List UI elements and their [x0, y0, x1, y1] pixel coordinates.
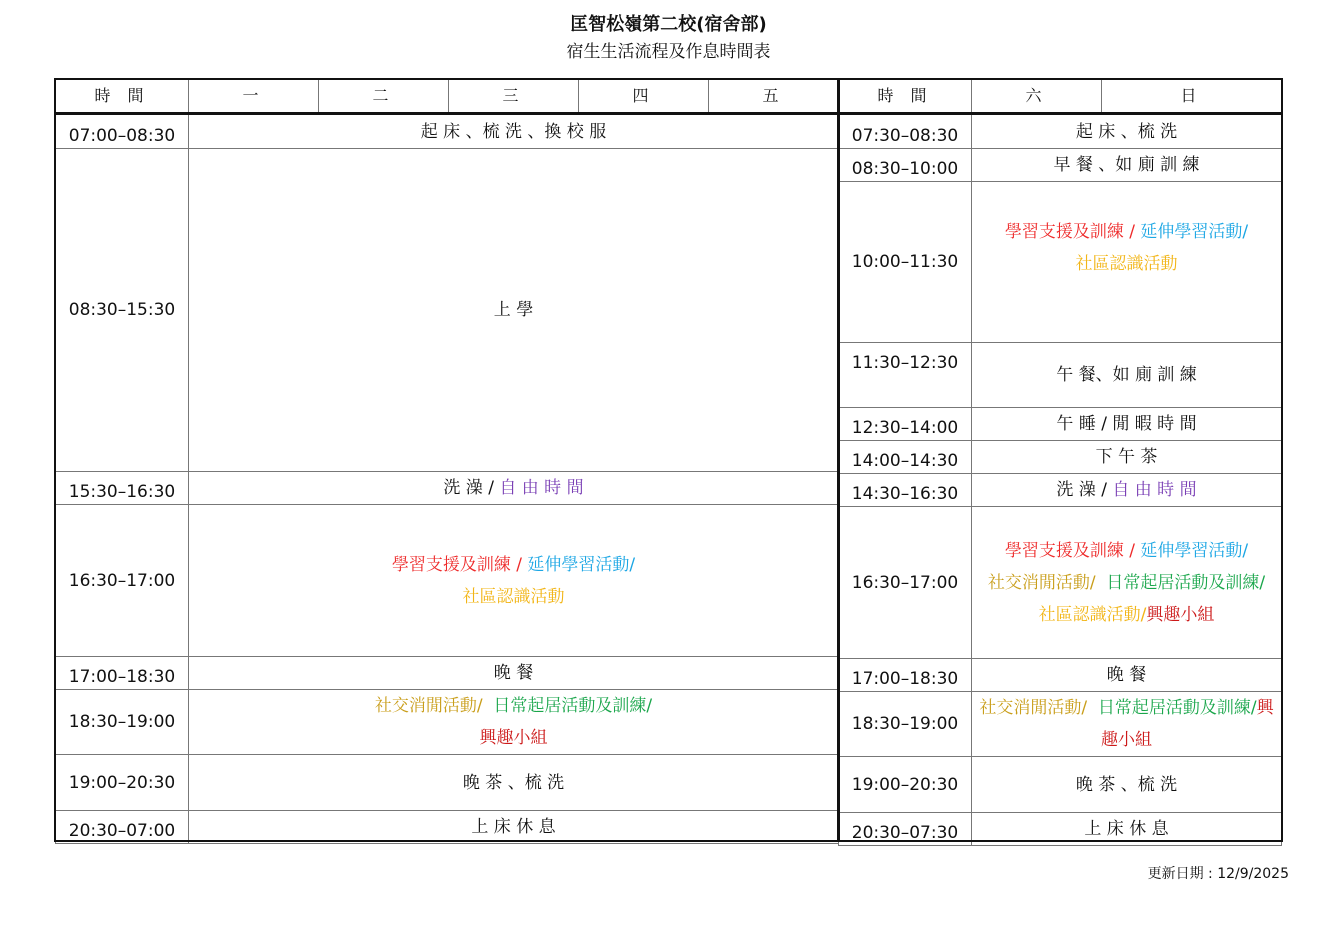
header-day-mon: 一 [189, 80, 319, 114]
activity-text: 自 由 時 間 [499, 478, 584, 498]
time-cell: 18:30–19:00 [56, 690, 189, 755]
activity-text: 社交消閒活動/ [374, 696, 483, 716]
activity-cell: 晚 餐 [189, 657, 839, 690]
time-cell: 07:30–08:30 [839, 114, 972, 149]
header-day-thu: 四 [579, 80, 709, 114]
activity-cell [189, 505, 839, 657]
time-cell: 08:30–10:00 [839, 149, 972, 182]
time-cell: 17:00–18:30 [56, 657, 189, 690]
activity-text: 日常起居活動及訓練 [1097, 698, 1251, 718]
time-cell: 12:30–14:00 [839, 408, 972, 441]
activity-text: 日常起居活動及訓練/ [493, 696, 653, 716]
activity-cell: 上 床 休 息 [189, 811, 839, 844]
activity-text: 洗 澡 / [1056, 480, 1107, 500]
weekend-schedule-table [838, 79, 1282, 846]
activity-text: 延伸學習活動/ [527, 554, 636, 575]
activity-cell: 午 餐、如 廁 訓 練 [972, 343, 1282, 408]
activity-text: 社交消閒活動/ [979, 698, 1088, 718]
activity-cell: 晚 餐 [972, 659, 1282, 692]
time-cell: 19:00–20:30 [56, 755, 189, 811]
activity-cell [972, 182, 1282, 343]
header-time: 時 間 [839, 80, 972, 114]
header-time: 時 間 [56, 80, 189, 114]
activity-cell [972, 692, 1282, 757]
time-cell: 20:30–07:00 [56, 811, 189, 844]
activity-text: 興趣小組 [479, 728, 548, 748]
time-cell: 18:30–19:00 [839, 692, 972, 757]
activity-text: 延伸學習活動/ [1140, 540, 1249, 561]
weekday-schedule-table [55, 79, 839, 844]
activity-cell: 上 學 [189, 149, 839, 472]
activity-separator: / [1250, 698, 1257, 718]
activity-text: 自 由 時 間 [1112, 480, 1197, 500]
activity-text: 社區認識活動 [462, 586, 565, 607]
time-cell: 15:30–16:30 [56, 472, 189, 505]
time-cell: 14:30–16:30 [839, 474, 972, 507]
time-cell: 11:30–12:30 [839, 343, 972, 408]
page-subtitle: 宿生生活流程及作息時間表 [566, 42, 771, 62]
activity-separator: / [1123, 222, 1141, 242]
activity-cell: 起 床 、梳 洗 [972, 114, 1282, 149]
activity-cell: 下 午 茶 [972, 441, 1282, 474]
activity-text: 洗 澡 / [443, 478, 494, 498]
activity-text: 社交消閒活動/ [987, 572, 1096, 593]
time-cell: 10:00–11:30 [839, 182, 972, 343]
header-day-fri: 五 [709, 80, 839, 114]
time-cell: 08:30–15:30 [56, 149, 189, 472]
time-cell: 14:00–14:30 [839, 441, 972, 474]
activity-cell: 起 床 、梳 洗 、換 校 服 [189, 114, 839, 149]
activity-separator: / [510, 554, 528, 575]
activity-cell [189, 472, 839, 505]
activity-text: 社區認識活動/ [1038, 604, 1147, 625]
time-cell: 16:30–17:00 [839, 507, 972, 659]
activity-text: 學習支援及訓練 [1004, 540, 1124, 561]
activity-text: 興趣小組 [1101, 698, 1274, 750]
header-day-sat: 六 [972, 80, 1102, 114]
time-cell: 17:00–18:30 [839, 659, 972, 692]
activity-text: 學習支援及訓練 [1004, 222, 1124, 242]
activity-cell: 晚 茶 、梳 洗 [972, 757, 1282, 813]
activity-cell: 晚 茶 、梳 洗 [189, 755, 839, 811]
activity-cell [972, 474, 1282, 507]
activity-text: 日常起居活動及訓練/ [1106, 572, 1266, 593]
header-day-sun: 日 [1102, 80, 1282, 114]
activity-cell: 午 睡 / 閒 暇 時 間 [972, 408, 1282, 441]
activity-cell [189, 690, 839, 755]
time-cell: 20:30–07:30 [839, 813, 972, 846]
activity-separator: / [1123, 540, 1141, 561]
header-day-tue: 二 [319, 80, 449, 114]
activity-cell: 上 床 休 息 [972, 813, 1282, 846]
time-cell: 19:00–20:30 [839, 757, 972, 813]
activity-cell [972, 507, 1282, 659]
update-date: 更新日期 : 12/9/2025 [1147, 866, 1289, 882]
activity-text: 延伸學習活動/ [1140, 222, 1249, 242]
header-day-wed: 三 [449, 80, 579, 114]
activity-text: 學習支援及訓練 [391, 554, 511, 575]
time-cell: 07:00–08:30 [56, 114, 189, 149]
page-title: 匡智松嶺第二校(宿舍部) [570, 14, 767, 35]
activity-text: 興趣小組 [1146, 604, 1215, 625]
activity-text: 社區認識活動 [1075, 254, 1178, 274]
activity-cell: 早 餐 、如 廁 訓 練 [972, 149, 1282, 182]
time-cell: 16:30–17:00 [56, 505, 189, 657]
